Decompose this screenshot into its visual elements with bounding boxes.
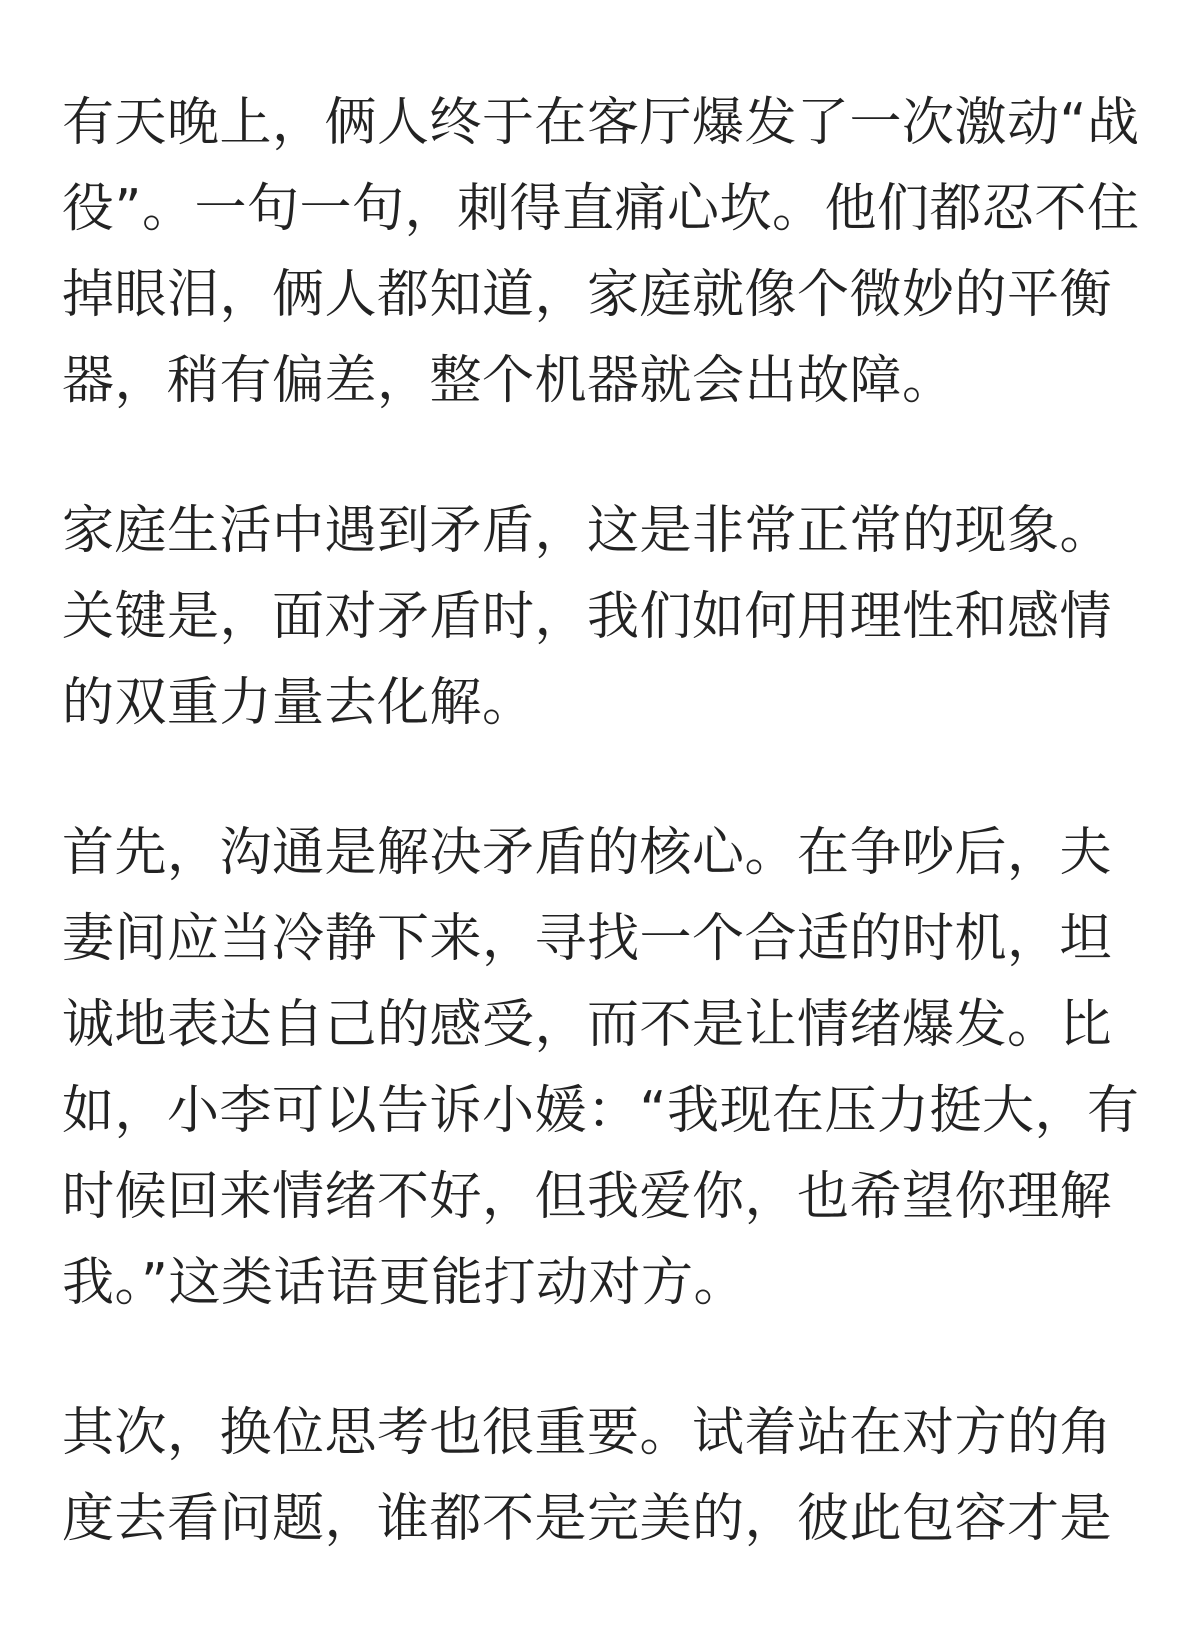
text-line: 关键是，面对矛盾时，我们如何用理性和感情 <box>62 587 1113 647</box>
text-line: 的双重力量去化解。 <box>62 673 535 733</box>
paragraph-3 <box>62 810 1140 1326</box>
text-line: 首先，沟通是解决矛盾的核心。在争吵后，夫 <box>62 823 1113 883</box>
article-body <box>62 80 1140 1626</box>
text-line: 妻间应当冷静下来，寻找一个合适的时机，坦 <box>62 909 1113 969</box>
text-line: 其次，换位思考也很重要。试着站在对方的角 <box>62 1403 1113 1463</box>
text-line: 家庭生活中遇到矛盾，这是非常正常的现象。 <box>62 501 1113 561</box>
text-line: 器，稍有偏差，整个机器就会出故障。 <box>62 351 955 411</box>
text-line: 役”。一句一句，刺得直痛心坎。他们都忍不住 <box>62 179 1140 239</box>
text-line: 诚地表达自己的感受，而不是让情绪爆发。比 <box>62 995 1113 1055</box>
text-line: 我。”这类话语更能打动对方。 <box>62 1253 746 1313</box>
paragraph-4 <box>62 1390 1122 1562</box>
paragraph-2 <box>62 488 1122 746</box>
text-line: 掉眼泪，俩人都知道，家庭就像个微妙的平衡 <box>62 265 1113 325</box>
text-line: 如，小李可以告诉小媛：“我现在压力挺大，有 <box>62 1081 1140 1141</box>
paragraph-1 <box>62 80 1140 424</box>
text-line: 有天晚上，俩人终于在客厅爆发了一次激动“战 <box>62 93 1140 153</box>
text-line: 时候回来情绪不好，但我爱你，也希望你理解 <box>62 1167 1113 1227</box>
text-line: 度去看问题，谁都不是完美的，彼此包容才是 <box>62 1489 1113 1549</box>
